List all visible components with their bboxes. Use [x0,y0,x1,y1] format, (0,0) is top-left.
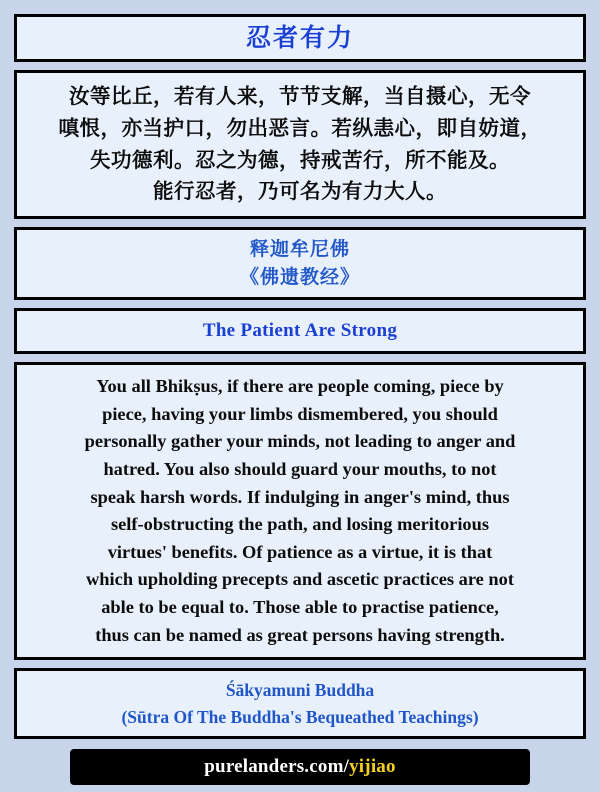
chinese-body-line: 嗔恨，亦当护口，勿出恶言。若纵恚心，即自妨道， [58,115,542,140]
english-body-line: piece, having your limbs dismembered, you should [102,403,498,424]
chinese-body-line: 能行忍者，乃可名为有力大人。 [153,179,447,204]
chinese-title-card [14,14,586,62]
english-body [29,373,571,649]
english-body-line: personally gather your minds, not leading to anger and [84,431,516,452]
chinese-body-line: 汝等比丘，若有人来，节节支解，当自摄心，无令 [69,84,531,108]
chinese-body-card [14,70,586,219]
chinese-title: 忍者有力 [245,23,354,52]
english-body-line: self-obstructing the path, and losing meritorious [110,514,490,535]
footer-path: yijiao [349,755,396,777]
english-body-line: which upholding precepts and ascetic practices are not [86,569,514,590]
english-body-line: speak harsh words. If indulging in anger's mind, thus [90,486,510,507]
chinese-attribution-card [14,227,586,300]
chinese-body [29,81,571,208]
website-footer[interactable] [70,749,530,785]
english-body-line: thus can be named as great persons having strength. [95,624,505,645]
english-title-card [14,308,586,354]
chinese-author: 释迦牟尼佛 [249,238,350,261]
english-body-line: virtues' benefits. Of patience as a virtue, it is that [107,541,493,562]
chinese-source: 《佛遗教经》 [239,265,360,288]
footer-domain: purelanders.com/ [204,755,350,777]
english-source: (Sūtra Of The Buddha's Bequeathed Teachings) [121,706,479,727]
english-body-line: You all Bhikṣus, if there are people coming, piece by [96,376,504,397]
chinese-attribution [29,236,571,291]
english-title: The Patient Are Strong [202,320,398,342]
english-body-line: able to be equal to. Those able to practise patience, [101,597,499,618]
chinese-body-line: 失功德利。忍之为德，持戒苦行，所不能及。 [90,147,510,172]
english-author: Śākyamuni Buddha [225,680,375,701]
english-body-line: hatred. You also should guard your mouths, to not [103,458,497,479]
english-body-card [14,362,586,660]
english-attribution [29,677,571,730]
english-attribution-card [14,668,586,739]
